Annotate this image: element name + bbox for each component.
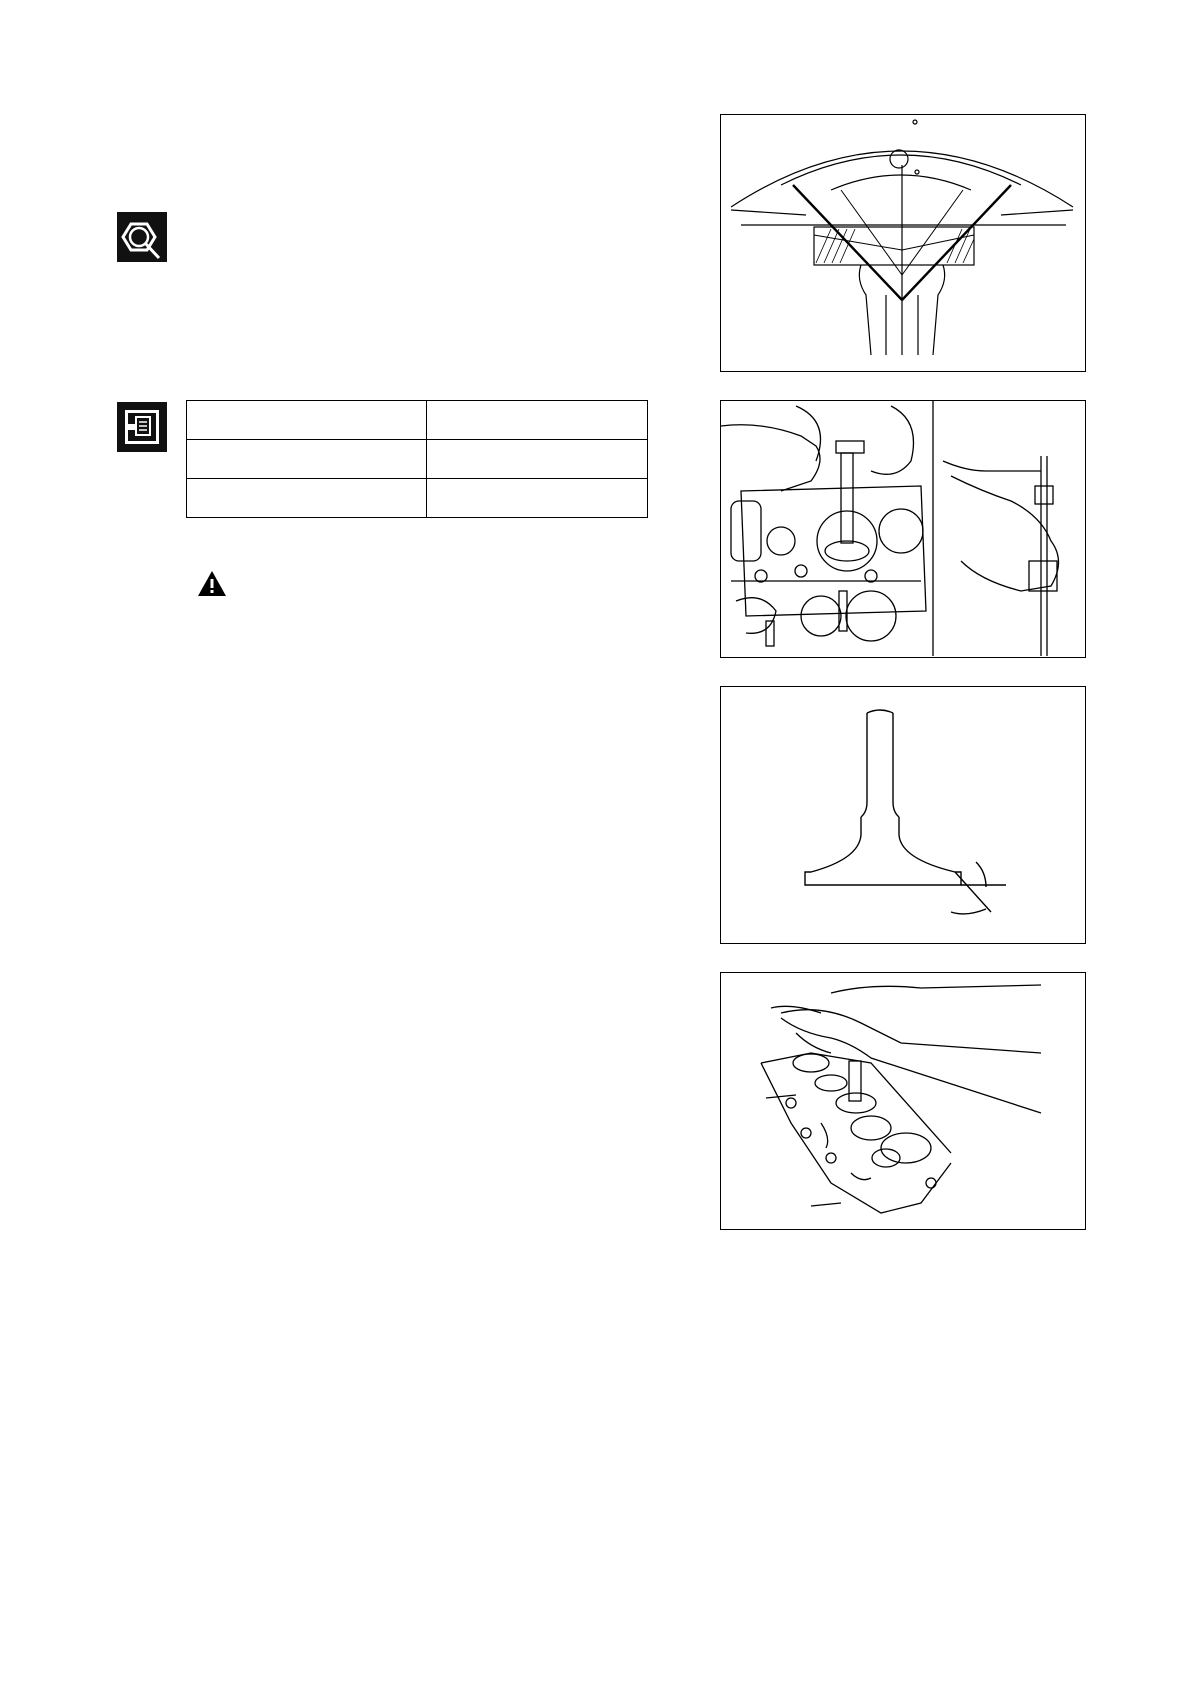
table-cell — [187, 440, 427, 479]
valve-seat-cutter-illustration — [720, 400, 1086, 658]
table-cell — [427, 440, 648, 479]
table-cell — [427, 479, 648, 518]
valve-lapping-illustration — [720, 972, 1086, 1230]
table-cell — [187, 479, 427, 518]
table-cell — [427, 401, 648, 440]
valve-seat-angle-diagram — [720, 114, 1086, 372]
table-row — [187, 479, 648, 518]
table-row — [187, 401, 648, 440]
specification-table — [186, 400, 648, 518]
warning-triangle-icon — [197, 570, 227, 597]
inspection-icon — [117, 212, 167, 262]
specification-icon — [117, 402, 167, 452]
table-row — [187, 440, 648, 479]
valve-face-angle-diagram — [720, 686, 1086, 944]
table-cell — [187, 401, 427, 440]
